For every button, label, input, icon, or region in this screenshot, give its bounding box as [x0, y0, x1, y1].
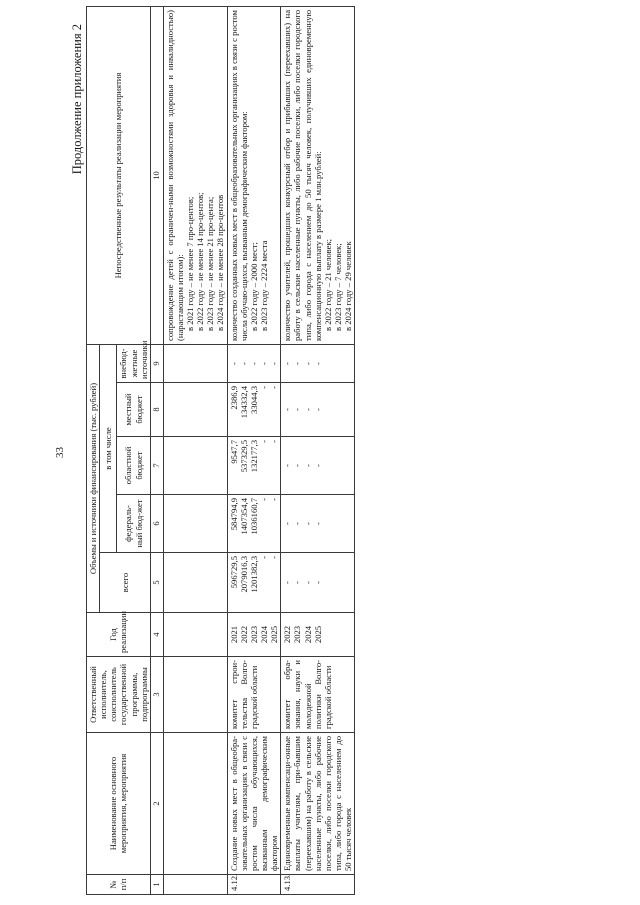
federal-value: 584794,9	[228, 498, 239, 531]
extra-value: -	[292, 362, 303, 365]
header-local: местный бюджет	[117, 383, 150, 437]
federal-value: 1036160,7	[248, 498, 259, 535]
continuation-result	[163, 6, 227, 344]
result-item: в 2022 году – 2000 мест;	[248, 242, 259, 331]
result-item: в 2021 году – не менее 7 про-центов;	[185, 196, 196, 331]
year: 2023	[292, 625, 303, 644]
regional-value: -	[302, 464, 313, 467]
table-row	[281, 6, 355, 894]
regional-value: 132177,3	[248, 440, 259, 473]
activity-result	[281, 6, 355, 344]
total-value: -	[269, 556, 280, 559]
total-value: 596729,5	[228, 556, 239, 589]
year: 2022	[238, 625, 249, 644]
year: 2024	[259, 625, 270, 644]
col-number: 3	[150, 657, 163, 733]
col-number: 6	[150, 495, 163, 553]
federal-value: -	[292, 522, 303, 525]
regional-value: 537329,5	[238, 440, 249, 473]
continuation-text: сопровождение детей с ограничен-ными возможностями здоровья и инвалидностью) (нарастающим итогом):	[164, 9, 185, 341]
col-number: 1	[150, 875, 163, 895]
total-value: -	[292, 581, 303, 584]
row-number: 4.12.	[227, 875, 281, 895]
regional-value: -	[269, 440, 280, 443]
regional-value: 9547,7	[228, 440, 239, 464]
header-financing: Объемы и источники финансирования (тыс. рублей)	[87, 344, 100, 612]
total-value: -	[302, 581, 313, 584]
federal-value: 1407354,4	[238, 498, 249, 535]
col-number: 10	[150, 6, 163, 344]
years-cell	[227, 613, 281, 657]
total-value: 1201382,3	[248, 556, 259, 593]
local-value: -	[302, 408, 313, 411]
row-number: 4.13.	[281, 875, 355, 895]
header-in-that: в том числе	[100, 344, 117, 552]
regional-value: -	[259, 440, 270, 443]
result-item: в 2024 году – не менее 28 про-центов	[215, 194, 226, 331]
program-table	[86, 6, 355, 895]
regional-cell	[227, 437, 281, 495]
header-num: № п/п	[87, 875, 151, 895]
year: 2023	[248, 625, 259, 644]
col-number: 4	[150, 613, 163, 657]
regional-value: -	[282, 464, 293, 467]
header-extra: внебюд-жетные источники	[117, 344, 150, 382]
extra-value: -	[238, 362, 249, 365]
col-number: 5	[150, 553, 163, 613]
local-value: -	[312, 408, 323, 411]
extra-value: -	[302, 362, 313, 365]
regional-value: -	[292, 464, 303, 467]
header-total: всего	[100, 553, 151, 613]
extra-value: -	[248, 362, 259, 365]
table-row	[227, 6, 281, 894]
local-value: 134332,4	[238, 386, 249, 419]
regional-value: -	[312, 464, 323, 467]
local-cell	[281, 383, 355, 437]
total-value: -	[312, 581, 323, 584]
federal-value: -	[302, 522, 313, 525]
year: 2021	[228, 625, 239, 644]
activity-result	[227, 6, 281, 344]
local-value: -	[292, 408, 303, 411]
extra-value: -	[269, 362, 280, 365]
result-item: в 2023 году – 7 человек;	[333, 243, 343, 331]
result-item: в 2023 году – 2224 места	[259, 240, 270, 331]
federal-cell	[281, 495, 355, 553]
activity-name: Создание новых мест в общеобра-зовательных организациях в связи с ростом числа обучающихся, вызванным демографическим фактором	[227, 733, 281, 875]
local-value: -	[282, 408, 293, 411]
local-cell	[227, 383, 281, 437]
total-cell	[281, 553, 355, 613]
page-number: 33	[54, 447, 66, 458]
header-name: Наименование основного мероприятия, мероприятия	[87, 733, 151, 875]
year: 2024	[302, 625, 313, 644]
result-item: в 2022 году – не менее 14 про-центов;	[195, 192, 206, 331]
local-value: 33044,3	[248, 386, 259, 414]
local-value: 2386,9	[228, 386, 239, 410]
federal-value: -	[269, 498, 280, 501]
total-value: -	[259, 556, 270, 559]
executor: комитет строи-тельства Волго-градской области	[227, 657, 281, 733]
years-cell	[281, 613, 355, 657]
executor: комитет обра-зования, науки и молодежной политики Волго-градской области	[281, 657, 355, 733]
total-value: 2079016,3	[238, 556, 249, 593]
local-value: -	[269, 386, 280, 389]
result-item: в 2022 году – 21 человек;	[322, 238, 333, 331]
header-regional: областной бюджет	[117, 437, 150, 495]
total-cell	[227, 553, 281, 613]
col-number: 7	[150, 437, 163, 495]
extra-value: -	[312, 362, 323, 365]
federal-cell	[227, 495, 281, 553]
local-value: -	[259, 386, 270, 389]
federal-value: -	[259, 498, 270, 501]
total-value: -	[282, 581, 293, 584]
result-text: количество созданных новых мест в общеобразовательных организациях в связи с ростом числа обучаю-щихся, вызванным демографическим фактором:	[228, 9, 249, 341]
year: 2025	[312, 625, 323, 644]
result-item: в 2023 году – не менее 21 про-цента;	[205, 196, 216, 331]
header-executor: Ответственный исполнитель, соисполнитель государственной программы, подпрограммы	[87, 657, 151, 733]
col-number: 2	[150, 733, 163, 875]
year: 2025	[269, 625, 280, 644]
header-year: Год реализации	[87, 613, 151, 657]
activity-name: Единовременные компенсаци-онные выплаты учителям, при-бывшим (переехавшим) на работу в сельские населенные пункты, либо рабочие поселки, либо поселки городского типа, либо города с населением до 50 тысяч человек	[281, 733, 355, 875]
extra-value: -	[282, 362, 293, 365]
federal-value: -	[312, 522, 323, 525]
extra-value: -	[228, 362, 239, 365]
year: 2022	[282, 625, 293, 644]
header-federal: федераль-ный бюд-жет	[117, 495, 150, 553]
col-number: 8	[150, 383, 163, 437]
regional-cell	[281, 437, 355, 495]
result-item: в 2024 году – 29 человек	[343, 241, 354, 331]
extra-cell	[227, 344, 281, 382]
appendix-caption: Продолжение приложения 2	[70, 24, 84, 175]
federal-value: -	[282, 522, 293, 525]
col-number: 9	[150, 344, 163, 382]
result-text: количество учителей, прошедших конкурсный отбор и прибывших (переехавших) на работу в сельские населенные пункты, либо рабочие поселки, либо поселки городского типа, либо города с населением до 50 тысяч человек, получивших единовременную компенсационную выплату в размере 1 млн.рублей:	[282, 9, 323, 341]
table-row	[163, 6, 227, 894]
extra-cell	[281, 344, 355, 382]
header-results: Непосредственные результаты реализации мероприятия	[87, 6, 151, 344]
column-number-row	[150, 6, 163, 894]
extra-value: -	[259, 362, 270, 365]
